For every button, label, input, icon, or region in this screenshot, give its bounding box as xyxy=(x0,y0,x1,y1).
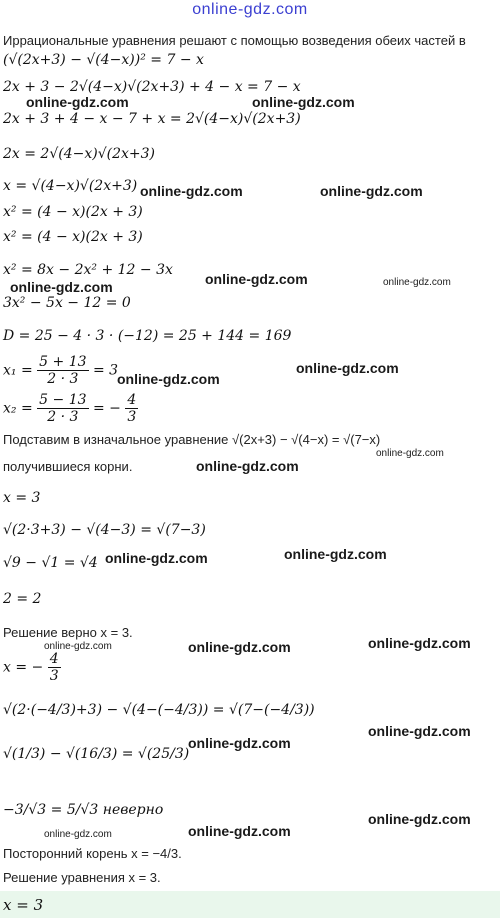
watermark: online-gdz.com xyxy=(383,277,451,288)
watermark: online-gdz.com xyxy=(196,458,299,474)
substitute-text: Подставим в изначальное уравнение √(2x+3) − √(4−x) = √(7−x) xyxy=(3,432,381,447)
x1-label: x₁ = xyxy=(3,362,33,379)
equation-line: x² = 8x − 2x² + 12 − 3x xyxy=(3,262,173,278)
roots-text: получившиеся корни. xyxy=(3,459,133,474)
check-line: −3/√3 = 5/√3 неверно xyxy=(3,802,164,818)
watermark: online-gdz.com xyxy=(105,550,208,566)
x-label: x = − xyxy=(3,659,44,676)
denominator: 3 xyxy=(127,409,137,425)
x2-equals: = − xyxy=(92,400,121,417)
intro-text: Иррациональные уравнения решают с помощью возведения обеих частей в xyxy=(3,33,466,48)
check-line: √(2·3+3) − √(4−3) = √(7−3) xyxy=(3,522,206,538)
watermark: online-gdz.com xyxy=(188,735,291,751)
correct-text: Решение верно x = 3. xyxy=(3,625,133,640)
equation-line: x = √(4−x)√(2x+3) xyxy=(3,178,138,194)
watermark: online-gdz.com xyxy=(10,279,113,295)
fraction xyxy=(37,354,88,387)
root-x1 xyxy=(3,354,118,387)
equation-line: x² = (4 − x)(2x + 3) xyxy=(3,229,143,245)
watermark: online-gdz.com xyxy=(26,94,129,110)
watermark: online-gdz.com xyxy=(205,271,308,287)
watermark: online-gdz.com xyxy=(368,723,471,739)
watermark: online-gdz.com xyxy=(296,360,399,376)
equation-line: 2x = 2√(4−x)√(2x+3) xyxy=(3,146,156,162)
check-line: 2 = 2 xyxy=(3,591,42,607)
watermark: online-gdz.com xyxy=(252,94,355,110)
numerator: 4 xyxy=(127,392,137,408)
watermark-top: online-gdz.com xyxy=(192,1,308,18)
fraction xyxy=(125,392,138,425)
check-line: x = 3 xyxy=(3,490,41,506)
equation-line: x² = (4 − x)(2x + 3) xyxy=(3,204,143,220)
watermark: online-gdz.com xyxy=(376,448,444,459)
equation-line: 3x² − 5x − 12 = 0 xyxy=(3,295,131,311)
extraneous-text: Посторонний корень x = −4/3. xyxy=(3,846,182,861)
equation-line: 2x + 3 + 4 − x − 7 + x = 2√(4−x)√(2x+3) xyxy=(3,111,301,127)
watermark: online-gdz.com xyxy=(140,183,243,199)
fraction xyxy=(37,392,88,425)
numerator: 4 xyxy=(49,651,59,667)
watermark: online-gdz.com xyxy=(44,641,112,652)
watermark: online-gdz.com xyxy=(44,829,112,840)
denominator: 2 · 3 xyxy=(47,371,79,387)
check-line: √(2·(−4/3)+3) − √(4−(−4/3)) = √(7−(−4/3)) xyxy=(3,702,315,718)
equation-line: (√(2x+3) − √(4−x))² = 7 − x xyxy=(3,52,204,68)
numerator: 5 + 13 xyxy=(39,354,87,370)
answer-highlight xyxy=(0,891,500,918)
check-line: √9 − √1 = √4 xyxy=(3,555,98,571)
fraction xyxy=(48,651,61,684)
root-x2 xyxy=(3,392,138,425)
watermark: online-gdz.com xyxy=(117,371,220,387)
answer-line: x = 3 xyxy=(3,896,44,914)
watermark: online-gdz.com xyxy=(368,811,471,827)
x1-value: = 3 xyxy=(92,362,119,379)
x2-label: x₂ = xyxy=(3,400,33,417)
watermark: online-gdz.com xyxy=(188,823,291,839)
numerator: 5 − 13 xyxy=(39,392,87,408)
equation-line: 2x + 3 − 2√(4−x)√(2x+3) + 4 − x = 7 − x xyxy=(3,79,301,95)
discriminant-line: D = 25 − 4 · 3 · (−12) = 25 + 144 = 169 xyxy=(3,328,292,344)
watermark: online-gdz.com xyxy=(188,639,291,655)
check-root-line xyxy=(3,651,61,684)
denominator: 3 xyxy=(49,668,59,684)
watermark: online-gdz.com xyxy=(368,635,471,651)
solution-text: Решение уравнения x = 3. xyxy=(3,870,161,885)
check-line: √(1/3) − √(16/3) = √(25/3) xyxy=(3,746,190,762)
watermark: online-gdz.com xyxy=(284,546,387,562)
watermark: online-gdz.com xyxy=(320,183,423,199)
denominator: 2 · 3 xyxy=(47,409,79,425)
